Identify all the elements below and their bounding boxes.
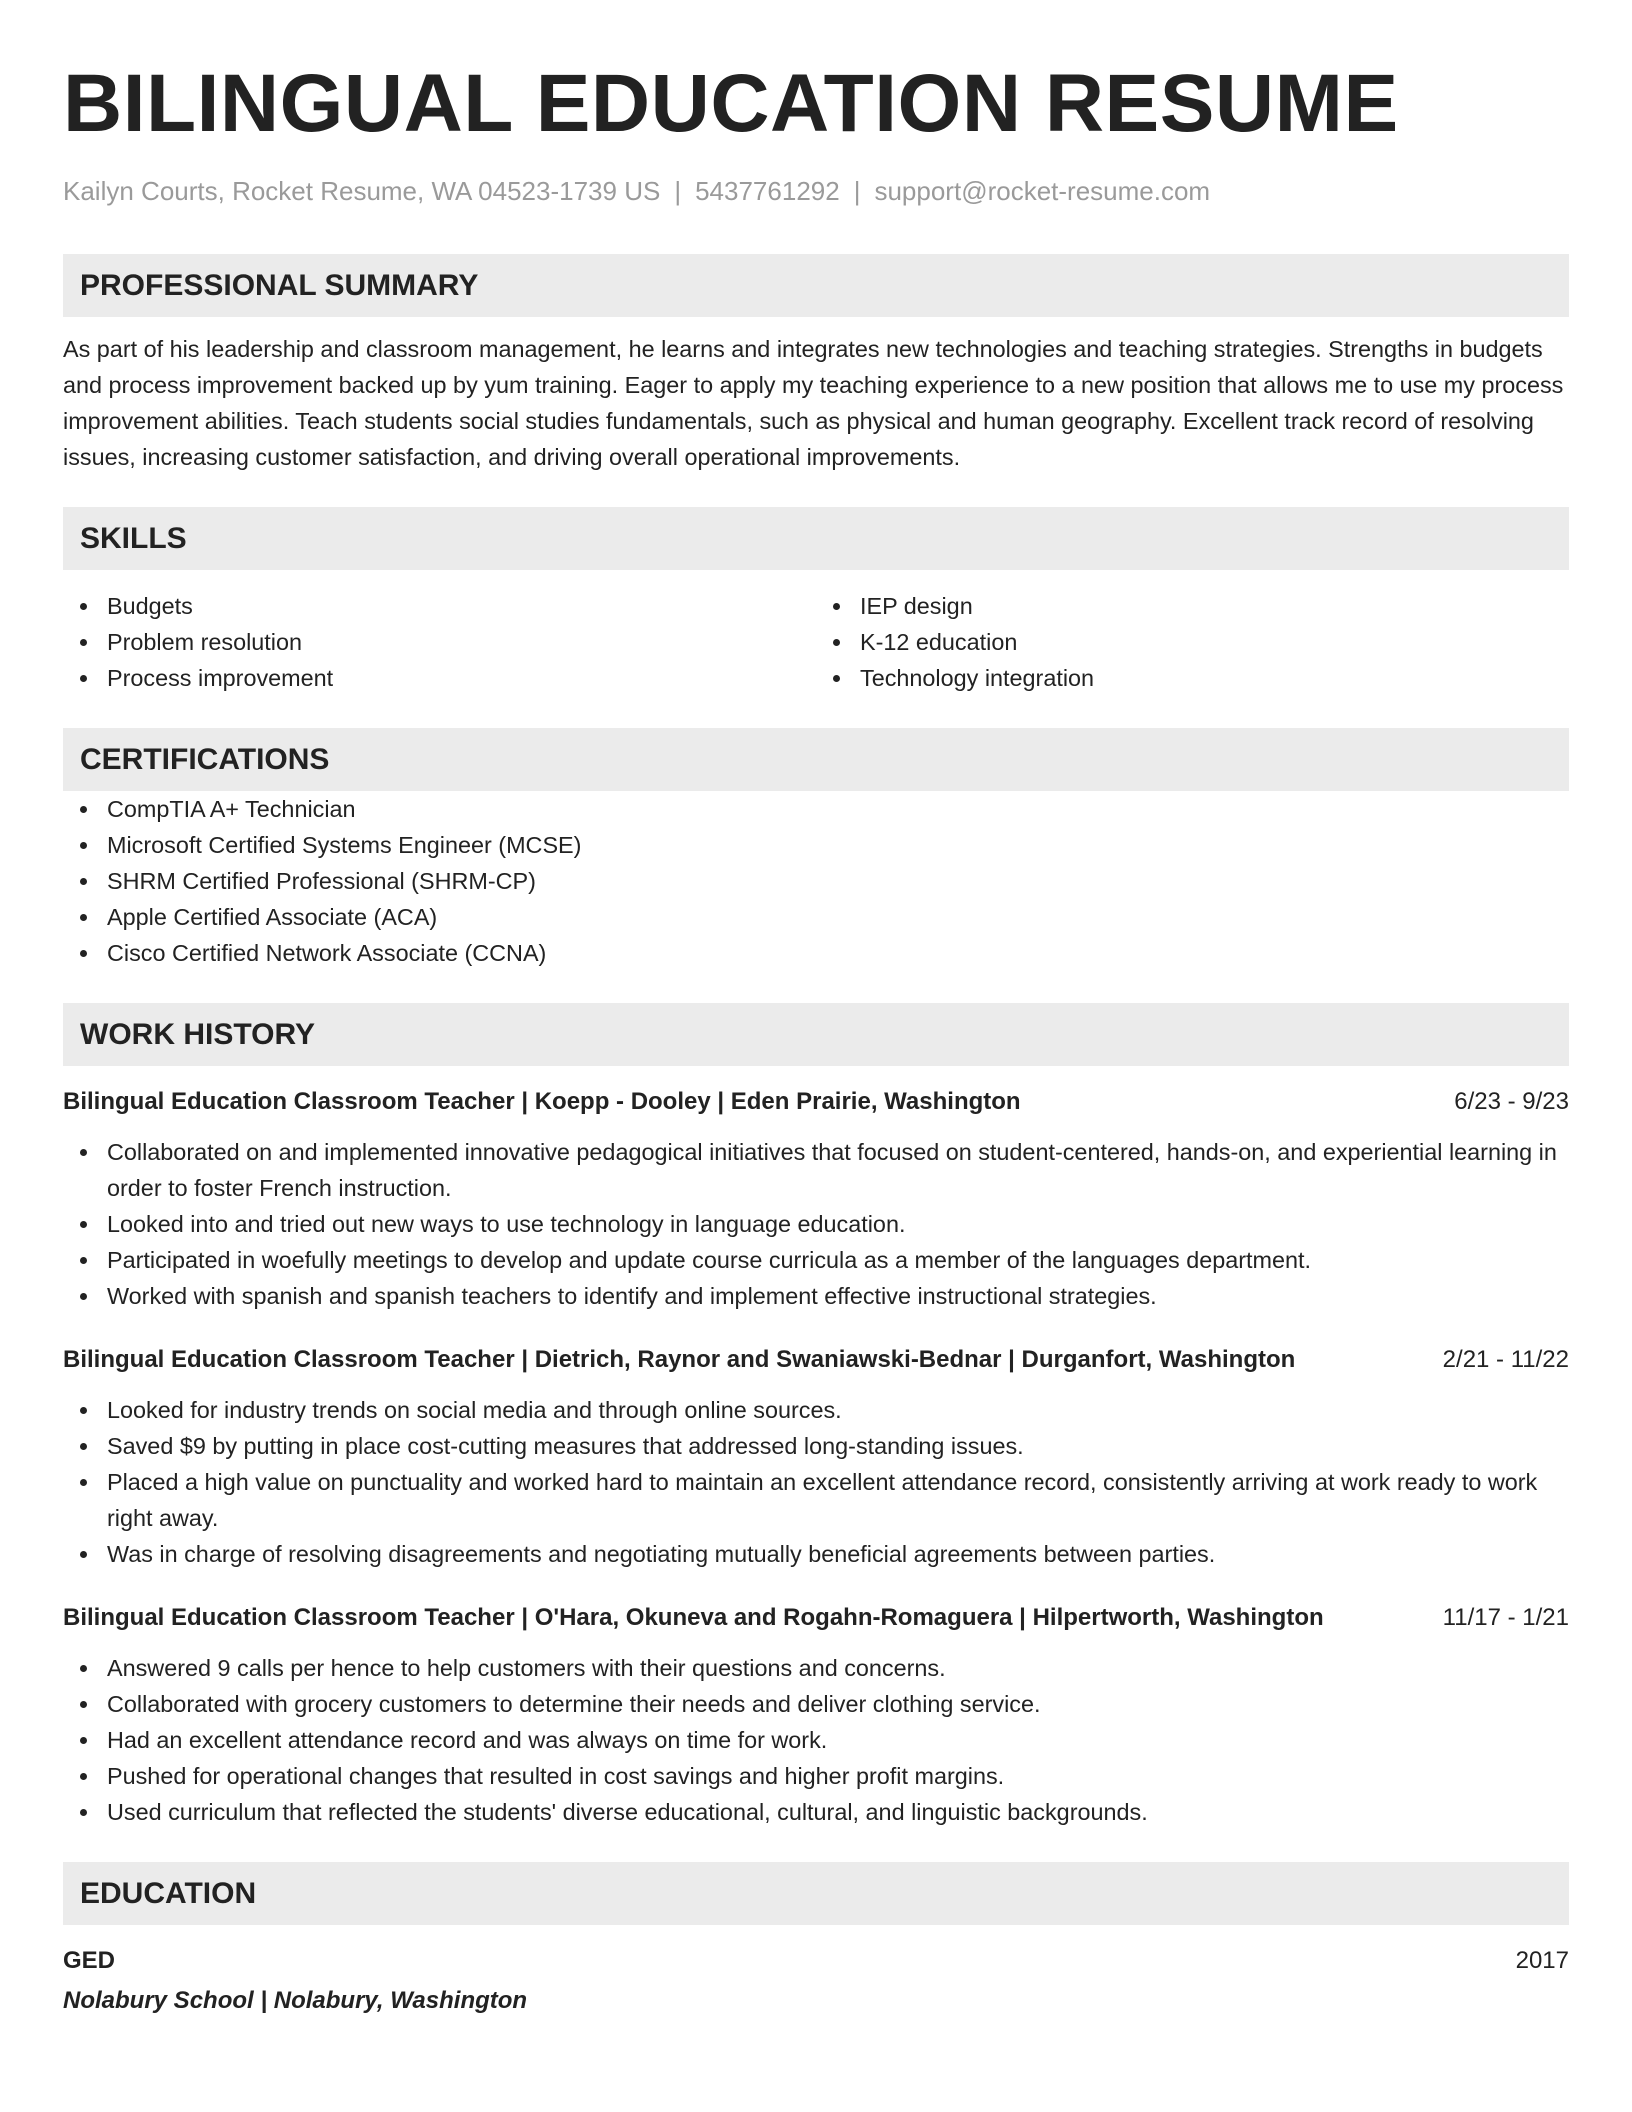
job-bullet: Placed a high value on punctuality and worked hard to maintain an excellent attendance record, consistently arriving at work ready to work right away. [63,1464,1569,1536]
education-section [63,1862,1569,2019]
skill-item: Process improvement [63,660,816,696]
education-header [63,1943,1569,1979]
summary-section [63,254,1569,475]
job-bullets [63,1650,1569,1830]
contact-phone: 5437761292 [695,176,840,206]
skills-list-left [63,588,816,696]
skills-section [63,507,1569,696]
job-bullets [63,1392,1569,1572]
work-history-heading: WORK HISTORY [63,1003,1569,1066]
contact-separator: | [853,176,861,206]
skill-item: Technology integration [816,660,1569,696]
certification-item: Microsoft Certified Systems Engineer (MCSE) [63,827,1569,863]
certification-item: SHRM Certified Professional (SHRM-CP) [63,863,1569,899]
summary-heading: PROFESSIONAL SUMMARY [63,254,1569,317]
job-bullet: Looked for industry trends on social media and through online sources. [63,1392,1569,1428]
job-bullet: Answered 9 calls per hence to help customers with their questions and concerns. [63,1650,1569,1686]
job-bullet: Collaborated with grocery customers to determine their needs and deliver clothing service. [63,1686,1569,1722]
job-bullet: Participated in woefully meetings to develop and update course curricula as a member of the languages department. [63,1242,1569,1278]
job-dates: 11/17 - 1/21 [1442,1604,1569,1631]
job-header [63,1084,1569,1120]
job-entry [63,1600,1569,1830]
job-bullet: Saved $9 by putting in place cost-cutting measures that addressed long-standing issues. [63,1428,1569,1464]
certification-item: Apple Certified Associate (ACA) [63,899,1569,935]
certifications-section [63,728,1569,971]
contact-email: support@rocket-resume.com [874,176,1211,206]
job-title: Bilingual Education Classroom Teacher | Koepp - Dooley | Eden Prairie, Washington [63,1088,1021,1115]
certification-item: Cisco Certified Network Associate (CCNA) [63,935,1569,971]
education-degree: GED [63,1947,116,1974]
job-bullets [63,1134,1569,1314]
skills-column-left [63,588,816,696]
skill-item: IEP design [816,588,1569,624]
job-entry [63,1084,1569,1314]
summary-text: As part of his leadership and classroom management, he learns and integrates new technologies and teaching strategies. Strengths in budgets and process improvement backed up by yum training. Eager to apply my teaching experience to a new position that allows me to use my process improvement abilities. Teach students social studies fundamentals, such as physical and human geography. Excellent track record of resolving issues, increasing customer satisfaction, and driving overall operational improvements. [63,336,1564,470]
job-bullet: Pushed for operational changes that resulted in cost savings and higher profit margins. [63,1758,1569,1794]
job-dates: 2/21 - 11/22 [1442,1346,1569,1373]
job-bullet: Collaborated on and implemented innovative pedagogical initiatives that focused on student-centered, hands-on, and experiential learning in order to foster French instruction. [63,1134,1569,1206]
skills-column-right [816,588,1569,696]
certifications-heading: CERTIFICATIONS [63,728,1569,791]
job-entry [63,1342,1569,1572]
skills-grid [63,588,1569,696]
job-bullet: Used curriculum that reflected the students' diverse educational, cultural, and linguistic backgrounds. [63,1794,1569,1830]
education-year: 2017 [1515,1947,1569,1974]
contact-address: Kailyn Courts, Rocket Resume, WA 04523-1739 US [63,176,661,206]
certifications-list [63,791,1569,971]
contact-line [63,174,1569,208]
certification-item: CompTIA A+ Technician [63,791,1569,827]
education-heading: EDUCATION [63,1862,1569,1925]
job-header [63,1600,1569,1636]
contact-separator: | [674,176,682,206]
resume-title: BILINGUAL EDUCATION RESUME [63,58,1399,149]
skill-item: K-12 education [816,624,1569,660]
education-school: Nolabury School | Nolabury, Washington [63,1987,528,2014]
job-title: Bilingual Education Classroom Teacher | Dietrich, Raynor and Swaniawski-Bednar | Durganfort, Washington [63,1346,1296,1373]
skill-item: Problem resolution [63,624,816,660]
job-bullet: Worked with spanish and spanish teachers to identify and implement effective instructional strategies. [63,1278,1569,1314]
skills-list-right [816,588,1569,696]
skills-heading: SKILLS [63,507,1569,570]
job-bullet: Was in charge of resolving disagreements and negotiating mutually beneficial agreements between parties. [63,1536,1569,1572]
job-header [63,1342,1569,1378]
job-bullet: Had an excellent attendance record and was always on time for work. [63,1722,1569,1758]
job-bullet: Looked into and tried out new ways to use technology in language education. [63,1206,1569,1242]
job-dates: 6/23 - 9/23 [1454,1088,1569,1115]
job-title: Bilingual Education Classroom Teacher | O'Hara, Okuneva and Rogahn-Romaguera | Hilpertworth, Washington [63,1604,1324,1631]
work-history-section [63,1003,1569,1830]
skill-item: Budgets [63,588,816,624]
